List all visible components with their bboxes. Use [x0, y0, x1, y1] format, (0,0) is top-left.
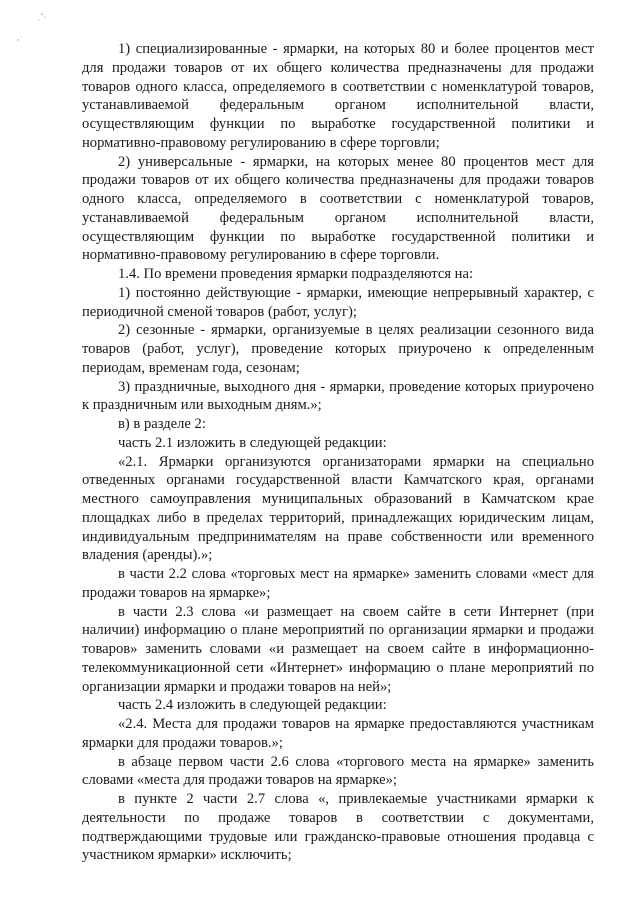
paragraph-part-2-2: в части 2.2 слова «торговых мест на ярмарке» заменить словами «мест для продажи товаров на ярмарке»;: [82, 566, 594, 601]
paragraph-part-2-1-intro: часть 2.1 изложить в следующей редакции:: [118, 434, 387, 451]
scan-artifact-marks: [8, 6, 48, 46]
paragraph-part-2-6: в абзаце первом части 2.6 слова «торгового места на ярмарке» заменить словами «места для продажи товаров на ярмарке»;: [82, 753, 594, 789]
paragraph-part-2-1-text: «2.1. Ярмарки организуются организаторами ярмарки на специально отведенных органами государственной власти Камчатского края, органами местного самоуправления муниципальных образований в Камчатском крае площадках либо в пределах территорий, принадлежащих юридическим лицам, индивидуальным предпринимателям на праве собственности или временного владения (аренды).»;: [82, 453, 594, 564]
paragraph-universal-fairs: 2) универсальные - ярмарки, на которых менее 80 процентов мест для продажи товаров от их общего количества предназначены для продажи товаров одного класса, определяемого в соответствии с номенклатурой товаров, устанавливаемой федеральным органом исполнительной власти, осуществляющим функции по выработке государственной политики и нормативно-правовому регулированию в сфере торговли.: [82, 153, 594, 264]
paragraph-part-2-4-text: «2.4. Места для продажи товаров на ярмарке предоставляются участникам ярмарки для продажи товаров.»;: [82, 716, 594, 751]
paragraph-holiday-fairs: 3) праздничные, выходного дня - ярмарки, проведение которых приурочено к праздничным или выходным дням.»;: [82, 378, 594, 414]
paragraph-permanent-fairs: 1) постоянно действующие - ярмарки, имеющие непрерывный характер, с периодичной сменой товаров (работ, услуг);: [82, 284, 594, 320]
paragraph-section-1-4: 1.4. По времени проведения ярмарки подразделяются на:: [118, 266, 474, 282]
paragraph-section-2-heading: в) в разделе 2:: [118, 416, 206, 432]
paragraph-specialized-fairs: 1) специализированные - ярмарки, на которых 80 и более процентов мест для продажи товаров от их общего количества предназначены для продажи товаров одного класса, определяемого в соответствии с номенклатурой товаров, устанавливаемой федеральным органом исполнительной власти, осуществляющим функции по выработке государственной политики и нормативно-правовому регулированию в сфере торговли;: [82, 41, 594, 151]
paragraph-seasonal-fairs: 2) сезонные - ярмарки, организуемые в целях реализации сезонного вида товаров (работ, услуг), проведение которых приурочено к определенным периодам, временам года, сезонам;: [82, 322, 594, 376]
paragraph-part-2-7: в пункте 2 части 2.7 слова «, привлекаемые участниками ярмарки к деятельности по продаже товаров в соответствии с документами, подтверждающими трудовые или гражданско-правовые отношения продавца с участником ярмарки» исключить;: [82, 791, 594, 864]
paragraph-part-2-3: в части 2.3 слова «и размещает на своем сайте в сети Интернет (при наличии) информацию о плане мероприятий по организации ярмарки и продажи товаров» заменить словами «и размещает на своем сайте в информационно-телекоммуникационной сети «Интернет» информацию о плане мероприятий по организации ярмарки и продажи товаров на ней»;: [82, 603, 594, 695]
paragraph-part-2-4-intro: часть 2.4 изложить в следующей редакции:: [118, 697, 387, 714]
document-page: [82, 40, 594, 865]
